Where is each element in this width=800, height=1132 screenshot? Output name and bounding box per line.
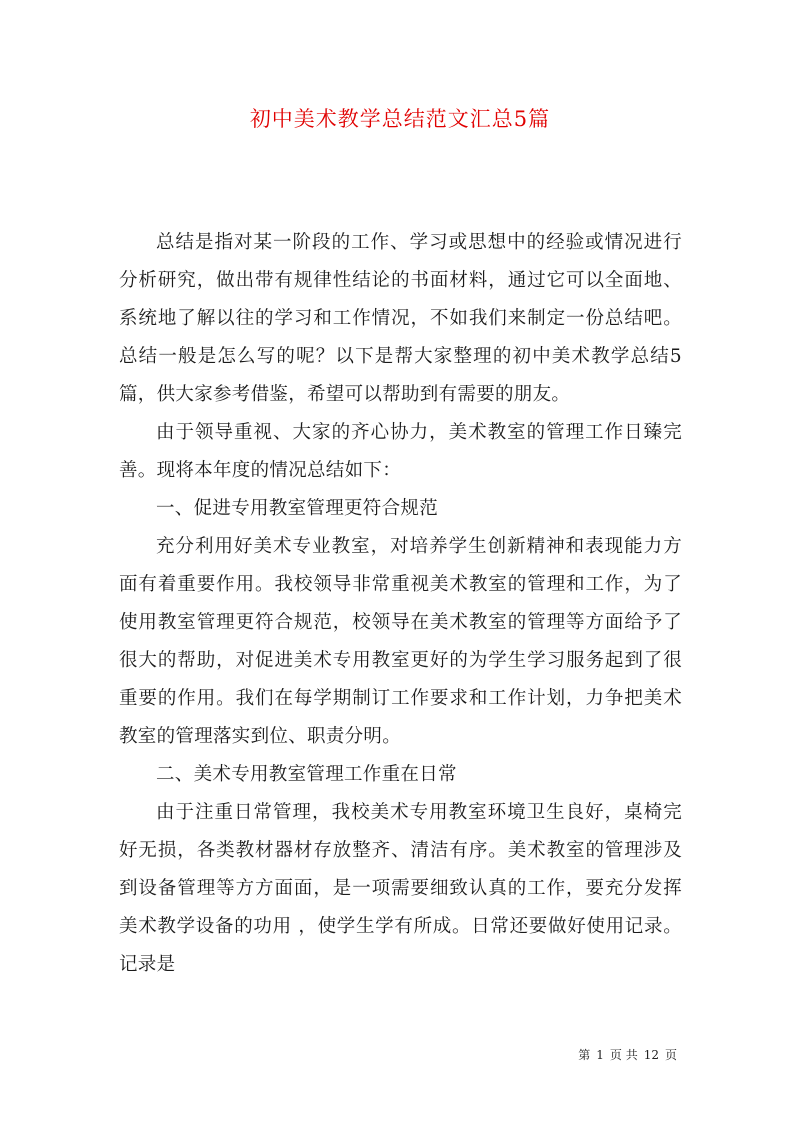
page-label-mid: 页 共 (609, 1048, 638, 1062)
document-body (119, 224, 682, 984)
page-number-footer (0, 1046, 800, 1063)
summary-intro-paragraph: 由于领导重视、大家的齐心协力，美术教室的管理工作日臻完善。现将本年度的情况总结如下： (119, 422, 682, 481)
section-heading-2: 二、美术专用教室管理工作重在日常 (156, 764, 457, 785)
section-heading-1: 一、促进专用教室管理更符合规范 (156, 498, 439, 519)
page-label-prefix: 第 (578, 1048, 591, 1062)
current-page-number: 1 (596, 1048, 604, 1062)
page-label-suffix: 页 (664, 1048, 677, 1062)
section-1-paragraph: 充分利用好美术专业教室，对培养学生创新精神和表现能力方面有着重要作用。我校领导非常重视美术教室的管理和工作，为了使用教室管理更符合规范，校领导在美术教室的管理等方面给予了很大的帮助，对促进美术专用教室更好的为学生学习服务起到了很重要的作用。我们在每学期制订工作要求和工作计划，力争把美术教室的管理落实到位、职责分明。 (119, 536, 682, 747)
section-2-paragraph: 由于注重日常管理，我校美术专用教室环境卫生良好，桌椅完好无损，各类教材器材存放整齐、清洁有序。美术教室的管理涉及到设备管理等方方面面，是一项需要细致认真的工作，要充分发挥美术教学设备的功用 ，使学生学有所成。日常还要做好使用记录。记录是 (119, 802, 682, 975)
intro-paragraph: 总结是指对某一阶段的工作、学习或思想中的经验或情况进行分析研究，做出带有规律性结论的书面材料，通过它可以全面地、系统地了解以往的学习和工作情况，不如我们来制定一份总结吧。总结一般是怎么写的呢？以下是帮大家整理的初中美术教学总结5篇，供大家参考借鉴，希望可以帮助到有需要的朋友。 (119, 232, 682, 405)
total-pages-number: 12 (643, 1048, 659, 1062)
document-title: 初中美术教学总结范文汇总5篇 (249, 107, 551, 131)
